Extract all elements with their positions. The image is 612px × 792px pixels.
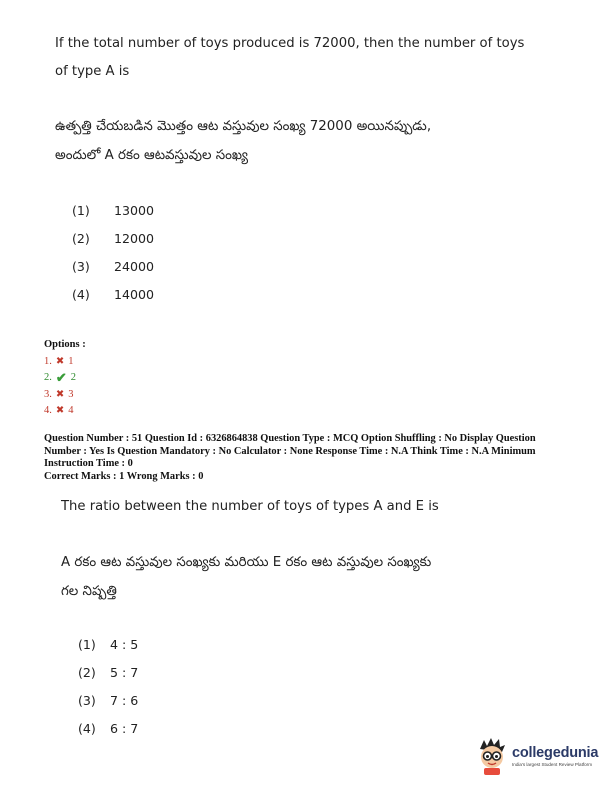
choice-value: 7 : 6 (110, 692, 139, 708)
question-text-line: గల నిష్పత్తి (61, 584, 117, 599)
choice-value: 5 : 7 (110, 664, 139, 680)
question-text-line: The ratio between the number of toys of types A and E is (61, 499, 439, 514)
question-text-line: ఉత్పత్తి చేయబడిన మొత్తం ఆట వస్తువుల సంఖ్య 72000 అయినప్పుడు, (55, 119, 432, 134)
options-summary (44, 337, 86, 420)
choice-number: (1) (72, 202, 90, 218)
question-text-line: A రకం ఆట వస్తువుల సంఖ్యకు మరియు E రకం ఆట వస్తువుల సంఖ్యకు (61, 555, 432, 570)
choice-row (72, 224, 154, 252)
option-item-correct (44, 370, 86, 387)
choice-number: (2) (72, 230, 90, 246)
options-heading: Options : (44, 339, 86, 350)
choice-number: (4) (78, 720, 96, 736)
choice-number: (3) (72, 258, 90, 274)
question-text-line: అందులో A రకం ఆటవస్తువుల సంఖ్య (55, 148, 248, 163)
question-51-choices (78, 630, 138, 742)
choice-number: (2) (78, 664, 96, 680)
cross-icon: ✖ (55, 355, 65, 367)
option-index: 4. (44, 405, 52, 416)
choice-value: 13000 (114, 202, 155, 218)
brand-name: collegedunia (512, 745, 599, 761)
option-label: 3 (68, 388, 74, 400)
brand-tagline: India's largest Student Review Platform (512, 762, 593, 767)
question-text-line: of type A is (55, 64, 130, 79)
choice-number: (4) (72, 286, 90, 302)
question-51-english (61, 493, 439, 521)
option-index: 3. (44, 388, 52, 400)
cross-icon: ✖ (55, 405, 65, 416)
choice-number: (3) (78, 692, 96, 708)
option-item-wrong (44, 387, 86, 404)
cross-icon: ✖ (55, 388, 65, 400)
choice-value: 14000 (114, 286, 155, 302)
choice-row (78, 686, 138, 714)
question-50-choices (72, 196, 154, 308)
option-index: 2. (44, 372, 52, 383)
metadata-line: Question Number : 51 Question Id : 6326864838 Question Type : MCQ Option Shuffling : No Display Question (44, 433, 536, 444)
option-label: 1 (68, 355, 74, 367)
option-item-wrong (44, 403, 86, 420)
marks-line: Correct Marks : 1 Wrong Marks : 0 (44, 470, 204, 482)
choice-value: 6 : 7 (110, 720, 139, 736)
metadata-line: Number : Yes Is Question Mandatory : No Calculator : None Response Time : N.A Think Time : N.A Minimum (44, 445, 536, 457)
question-51-telugu (61, 548, 431, 606)
option-index: 1. (44, 355, 52, 367)
option-label: 4 (68, 405, 74, 416)
metadata-line: Instruction Time : 0 (44, 458, 133, 469)
mascot-icon (476, 737, 508, 775)
question-50-telugu (55, 112, 431, 170)
choice-row (78, 630, 138, 658)
choice-row (72, 280, 154, 308)
choice-row (78, 714, 138, 742)
choice-value: 24000 (114, 258, 155, 274)
choice-value: 4 : 5 (110, 636, 139, 652)
choice-row (78, 658, 138, 686)
choice-number: (1) (78, 636, 96, 652)
question-metadata (44, 433, 574, 483)
question-text-line: If the total number of toys produced is 72000, then the number of toys (55, 36, 525, 51)
checkmark-icon: ✔ (55, 370, 67, 385)
logo-text (512, 745, 598, 767)
choice-value: 12000 (114, 230, 155, 246)
choice-row (72, 196, 154, 224)
choice-row (72, 252, 154, 280)
question-50-english (55, 30, 524, 86)
option-item-wrong (44, 354, 86, 371)
option-label: 2 (70, 372, 77, 383)
collegedunia-logo (476, 737, 598, 775)
